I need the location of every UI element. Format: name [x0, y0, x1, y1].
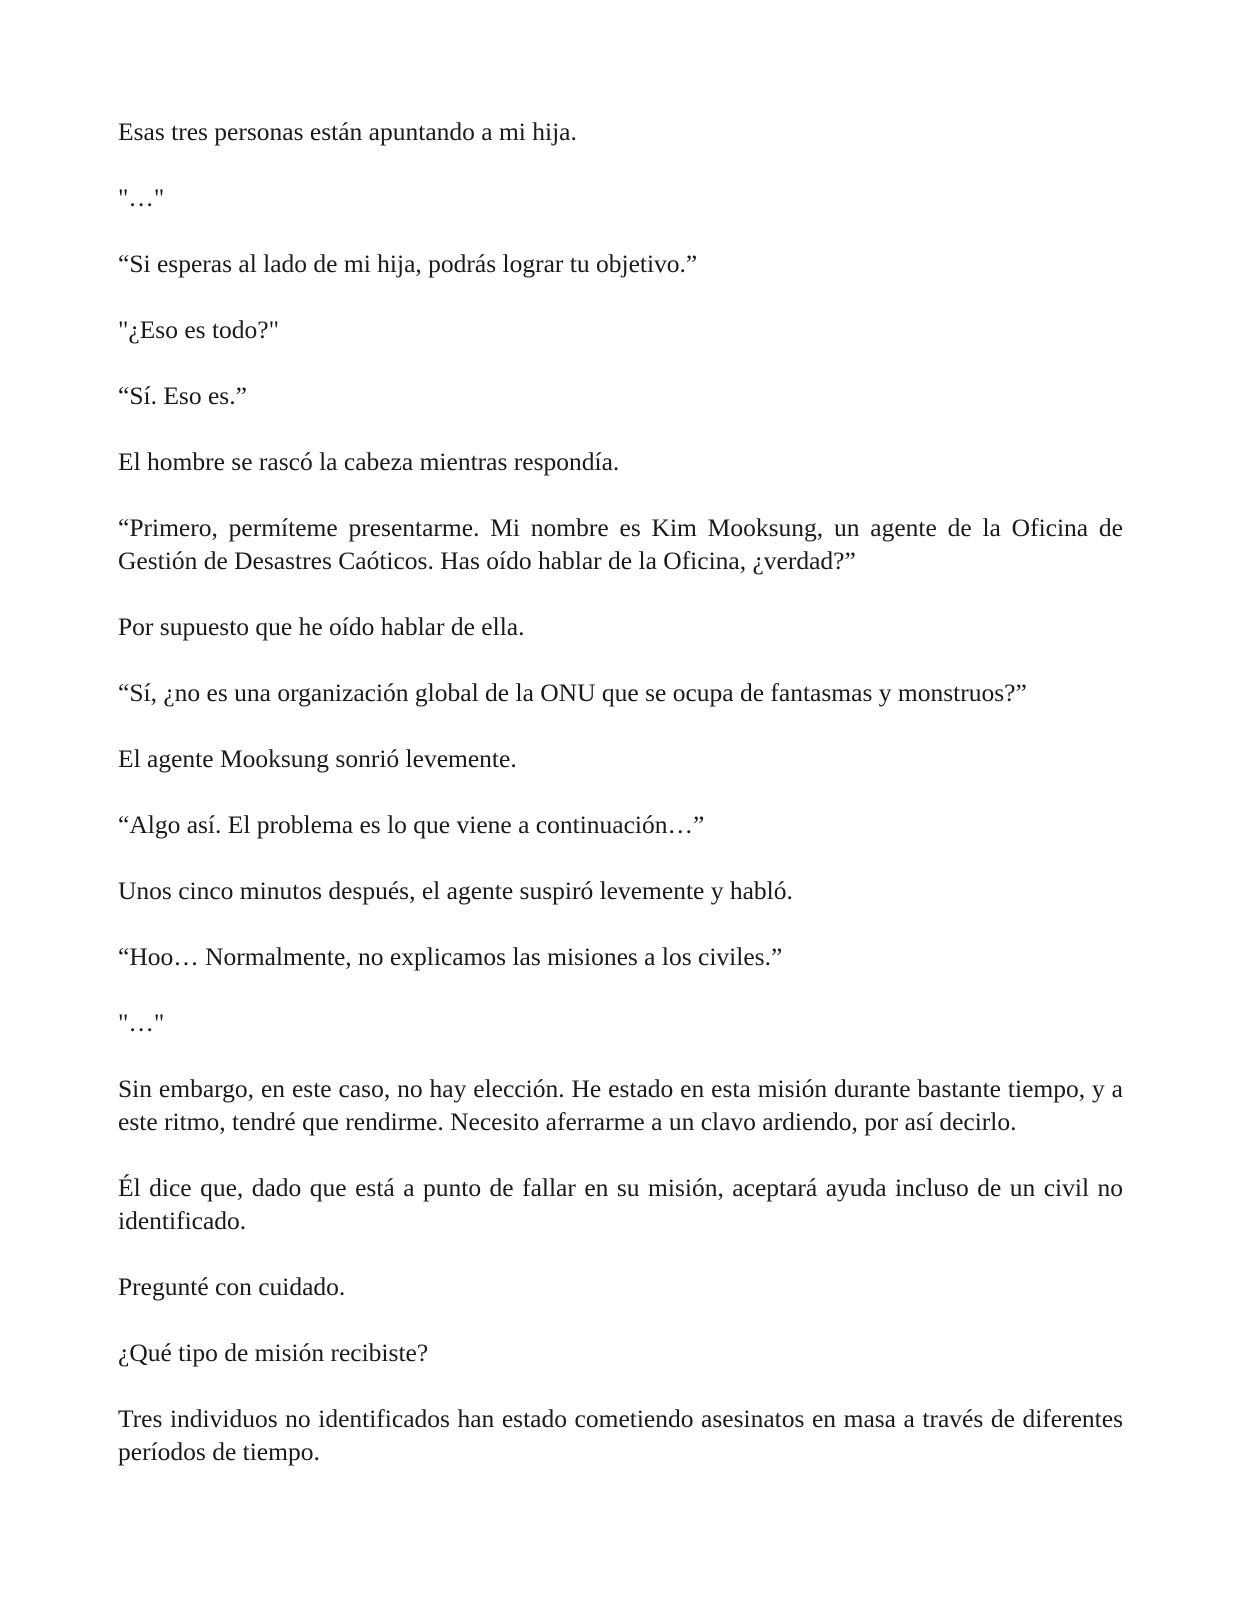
paragraph: Unos cinco minutos después, el agente suspiró levemente y habló. — [118, 876, 793, 905]
paragraph: “Hoo… Normalmente, no explicamos las misiones a los civiles.” — [118, 942, 783, 971]
paragraph: El hombre se rascó la cabeza mientras respondía. — [118, 447, 620, 476]
paragraph: “Si esperas al lado de mi hija, podrás lograr tu objetivo.” — [118, 249, 698, 278]
paragraph: “Primero, permíteme presentarme. Mi nombre es Kim Mooksung, un agente de la Oficina de Gestión de Desastres Caóticos. Has oído hablar de la Oficina, ¿verdad?” — [118, 513, 1123, 575]
paragraph: “Sí. Eso es.” — [118, 381, 247, 410]
paragraph: Por supuesto que he oído hablar de ella. — [118, 612, 525, 641]
document-body — [118, 115, 1123, 1501]
paragraph: Pregunté con cuidado. — [118, 1272, 346, 1301]
paragraph: "…" — [118, 183, 165, 212]
paragraph: Tres individuos no identificados han estado cometiendo asesinatos en masa a través de diferentes períodos de tiempo. — [118, 1404, 1123, 1466]
paragraph: El agente Mooksung sonrió levemente. — [118, 744, 517, 773]
paragraph: "…" — [118, 1008, 165, 1037]
paragraph: Sin embargo, en este caso, no hay elección. He estado en esta misión durante bastante tiempo, y a este ritmo, tendré que rendirme. Necesito aferrarme a un clavo ardiendo, por así decirlo. — [118, 1074, 1123, 1136]
paragraph: Él dice que, dado que está a punto de fallar en su misión, aceptará ayuda incluso de un civil no identificado. — [118, 1173, 1123, 1235]
paragraph: "¿Eso es todo?" — [118, 315, 280, 344]
paragraph: “Sí, ¿no es una organización global de la ONU que se ocupa de fantasmas y monstruos?” — [118, 678, 1027, 707]
paragraph: “Algo así. El problema es lo que viene a continuación…” — [118, 810, 705, 839]
paragraph: ¿Qué tipo de misión recibiste? — [118, 1338, 429, 1367]
paragraph: Esas tres personas están apuntando a mi hija. — [118, 117, 577, 146]
